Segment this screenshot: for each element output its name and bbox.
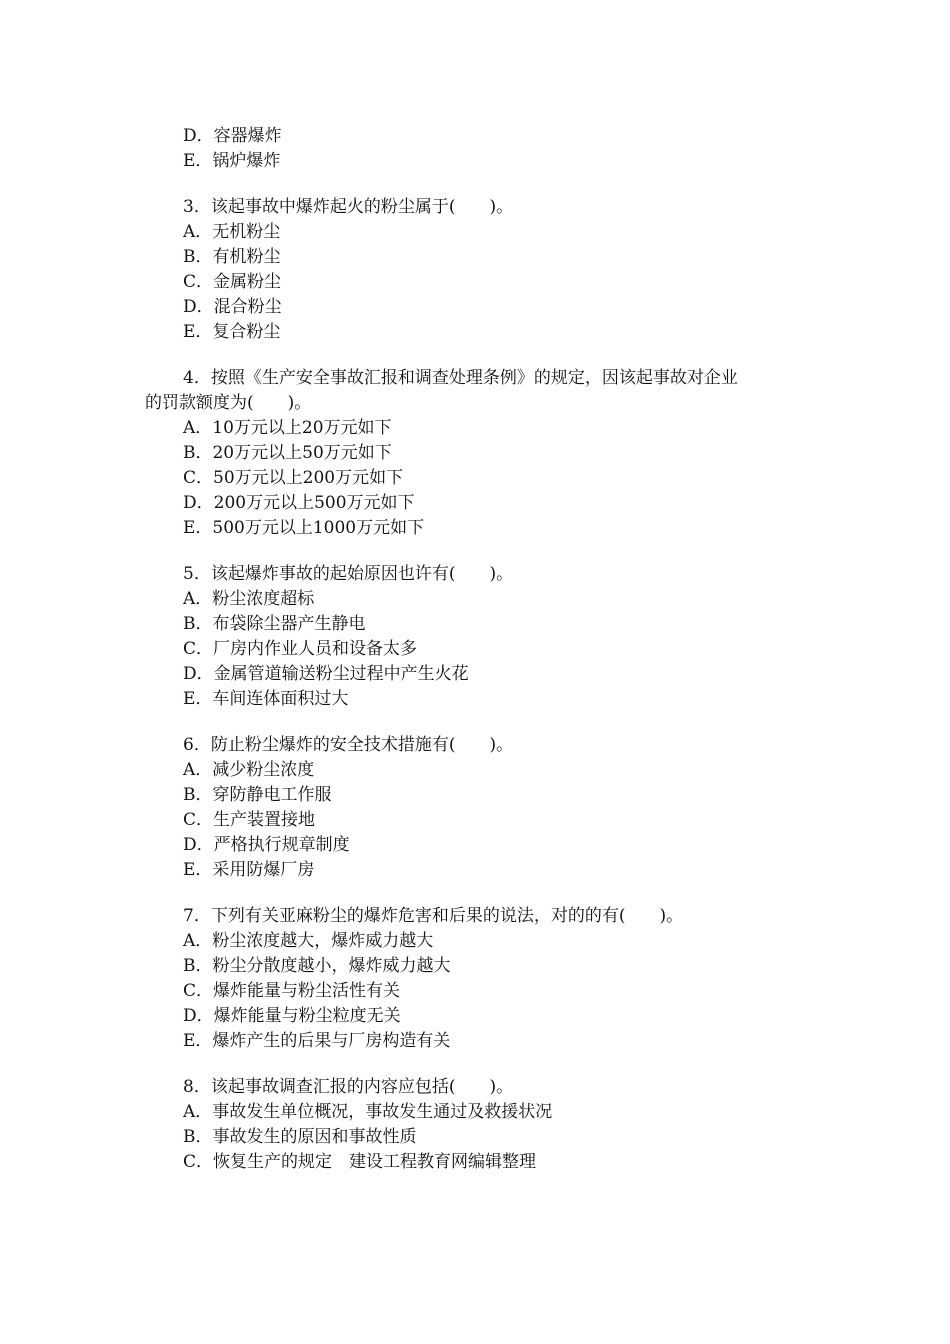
option-item: D．混合粉尘 xyxy=(183,297,282,317)
option-item: D．爆炸能量与粉尘粒度无关 xyxy=(183,1006,401,1026)
question-6 xyxy=(145,733,835,883)
option-item: A．粉尘浓度越大，爆炸威力越大 xyxy=(183,931,434,951)
option-item: B．布袋除尘器产生静电 xyxy=(183,614,366,634)
option-item: B．穿防静电工作服 xyxy=(183,785,332,805)
question-5 xyxy=(145,562,835,712)
option-item: C．厂房内作业人员和设备太多 xyxy=(183,639,418,659)
option-item: E．爆炸产生的后果与厂房构造有关 xyxy=(183,1031,451,1051)
option-item: B．20万元以上50万元如下 xyxy=(183,443,392,463)
option-item: D．容器爆炸 xyxy=(183,126,282,146)
question-text: 7．下列有关亚麻粉尘的爆炸危害和后果的说法，对的的有( )。 xyxy=(183,906,684,926)
option-item: B．事故发生的原因和事故性质 xyxy=(183,1127,417,1147)
option-item: A．事故发生单位概况，事故发生通过及救援状况 xyxy=(183,1102,553,1122)
question-text: 5．该起爆炸事故的起始原因也许有( )。 xyxy=(183,564,514,584)
option-item: B．粉尘分散度越小，爆炸威力越大 xyxy=(183,956,451,976)
question-4 xyxy=(145,366,835,541)
question-text: 6．防止粉尘爆炸的安全技术措施有( )。 xyxy=(183,735,514,755)
question-3 xyxy=(145,195,835,345)
option-item: C．爆炸能量与粉尘活性有关 xyxy=(183,981,401,1001)
option-item: E．复合粉尘 xyxy=(183,322,281,342)
option-item: D．严格执行规章制度 xyxy=(183,835,350,855)
option-item: B．有机粉尘 xyxy=(183,247,281,267)
option-item: A．10万元以上20万元如下 xyxy=(183,418,392,438)
question-text: 4．按照《生产安全事故汇报和调查处理条例》的规定，因该起事故对企业 xyxy=(183,368,738,388)
option-item: A．减少粉尘浓度 xyxy=(183,760,315,780)
option-item: C．50万元以上200万元如下 xyxy=(183,468,404,488)
question-text: 3．该起事故中爆炸起火的粉尘属于( )。 xyxy=(183,197,514,217)
option-item: E．采用防爆厂房 xyxy=(183,860,315,880)
option-item: E．车间连体面积过大 xyxy=(183,689,349,709)
option-item: C．生产装置接地 xyxy=(183,810,316,830)
option-item: E．锅炉爆炸 xyxy=(183,151,281,171)
option-item: C．金属粉尘 xyxy=(183,272,282,292)
document-body xyxy=(145,124,835,1175)
option-item: A．粉尘浓度超标 xyxy=(183,589,315,609)
question-8 xyxy=(145,1075,835,1175)
option-item: C．恢复生产的规定 建设工程教育网编辑整理 xyxy=(183,1152,537,1172)
option-item: E．500万元以上1000万元如下 xyxy=(183,518,425,538)
carryover-options xyxy=(145,124,835,174)
option-item: A．无机粉尘 xyxy=(183,222,281,242)
option-item: D．金属管道输送粉尘过程中产生火花 xyxy=(183,664,469,684)
question-text-continued: 的罚款额度为( )。 xyxy=(145,393,312,413)
question-7 xyxy=(145,904,835,1054)
option-item: D．200万元以上500万元如下 xyxy=(183,493,415,513)
question-text: 8．该起事故调查汇报的内容应包括( )。 xyxy=(183,1077,514,1097)
